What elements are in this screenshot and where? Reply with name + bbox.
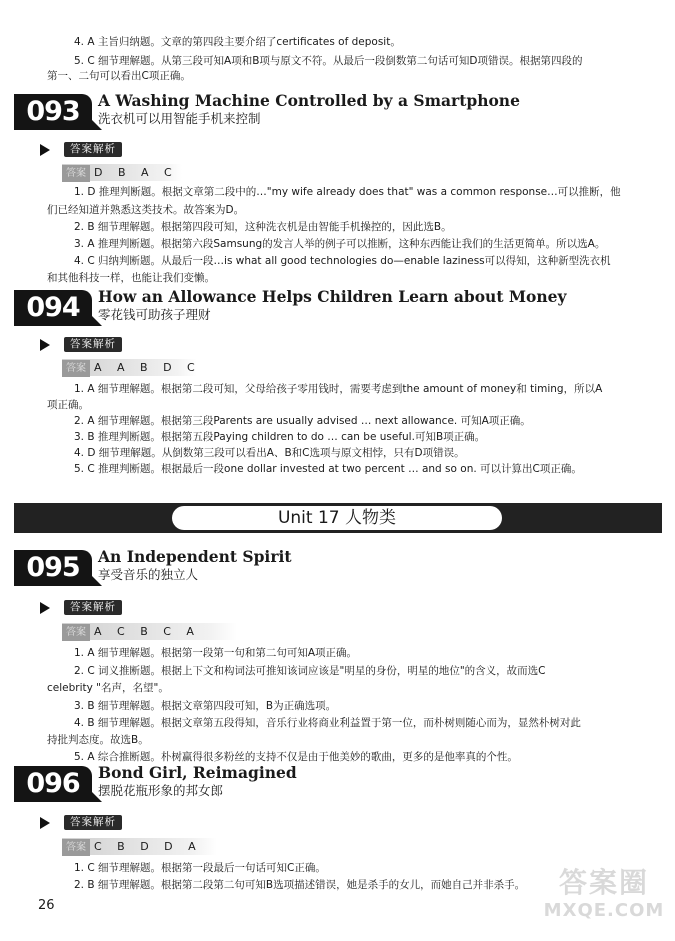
prev-line: 5. C 细节理解题。从第三段可知A项和B项与原文不符。从最后一段倒数第二句话可知D项错误。根据第四段的 <box>74 55 583 67</box>
analysis-line: 5. C 推理判断题。根据最后一段one dollar invested at two percent … and so on. 可以计算出C项正确。 <box>74 463 582 475</box>
answer-key-label: 答案 <box>62 624 90 641</box>
analysis-line: 2. A 细节理解题。根据第三段Parents are usually advised … next allowance. 可知A项正确。 <box>74 415 531 427</box>
analysis-line: 3. A 推理判断题。根据第六段Samsung的发言人举的例子可以推断，这种东西能让我们的生活更简单。所以选A。 <box>74 238 606 250</box>
answer-key-letters: A C B C A <box>94 625 200 638</box>
unit-banner <box>14 503 662 533</box>
answer-analysis-label: 答案解析 <box>64 142 122 157</box>
analysis-line: 1. C 细节理解题。根据第一段最后一句话可知C正确。 <box>74 862 326 874</box>
section-title-en: An Independent Spirit <box>98 547 292 566</box>
section-094-header <box>14 287 654 330</box>
analysis-line: 1. A 细节理解题。根据第二段可知，父母给孩子零用钱时，需要考虑到the amount of money和 timing，所以A <box>74 383 603 395</box>
section-093-header <box>14 91 654 134</box>
prev-line: 第一、二句可以看出C项正确。 <box>47 70 191 82</box>
prev-line: 4. A 主旨归纳题。文章的第四段主要介绍了certificates of deposit。 <box>74 36 401 48</box>
watermark <box>540 866 668 936</box>
analysis-line: 1. D 推理判断题。根据文章第二段中的…"my wife already does that" was a common response…可以推断，他 <box>74 186 621 198</box>
answer-key-label: 答案 <box>62 165 90 182</box>
page-number: 26 <box>38 898 55 913</box>
section-title-cn: 摆脱花瓶形象的邦女郎 <box>98 783 224 798</box>
answer-key-letters: A A B D C <box>94 361 201 374</box>
section-number: 093 <box>14 94 92 130</box>
watermark-logo-text: 答案圈 <box>558 866 649 899</box>
arrow-right-icon <box>40 817 50 829</box>
answer-analysis-label: 答案解析 <box>64 815 122 830</box>
analysis-line: celebrity "名声，名望"。 <box>47 682 169 694</box>
answer-key <box>62 623 237 640</box>
analysis-line: 项正确。 <box>47 399 89 411</box>
analysis-line: 2. B 细节理解题。根据第四段可知，这种洗衣机是由智能手机操控的，因此选B。 <box>74 221 452 233</box>
answer-key-letters: C B D D A <box>94 840 202 853</box>
section-title-cn: 洗衣机可以用智能手机来控制 <box>98 111 261 126</box>
analysis-line: 3. B 细节理解题。根据文章第四段可知，B为正确选项。 <box>74 700 337 712</box>
section-number: 095 <box>14 550 92 586</box>
answer-key <box>62 838 217 855</box>
analysis-line: 2. B 细节理解题。根据第二段第二句可知B选项描述错误，她是杀手的女儿，而她自己并非杀手。 <box>74 879 526 891</box>
watermark-url: MXQE.COM <box>543 900 665 921</box>
section-number: 094 <box>14 290 92 326</box>
analysis-line: 3. B 推理判断题。根据第五段Paying children to do … can be useful.可知B项正确。 <box>74 431 486 443</box>
analysis-line: 持批判态度。故选B。 <box>47 734 149 746</box>
analysis-line: 2. C 词义推断题。根据上下文和构词法可推知该词应该是"明星的身份，明星的地位"的含义，故而选C <box>74 665 546 677</box>
answer-key-label: 答案 <box>62 839 90 856</box>
analysis-line: 4. D 细节理解题。从倒数第三段可以看出A、B和C选项与原文相悖，只有D项错误。 <box>74 447 465 459</box>
section-title-cn: 零花钱可助孩子理财 <box>98 307 211 322</box>
analysis-line: 4. C 归纳判断题。从最后一段…is what all good technologies do—enable laziness可以得知，这种新型洗衣机 <box>74 255 611 267</box>
analysis-line: 和其他科技一样，也能让我们变懒。 <box>47 272 215 284</box>
unit-title: Unit 17 人物类 <box>172 506 502 530</box>
answer-key <box>62 359 201 376</box>
section-title-cn: 享受音乐的独立人 <box>98 567 199 582</box>
analysis-line: 5. A 综合推断题。朴树赢得很多粉丝的支持不仅是由于他美妙的歌曲，更多的是他率真的个性。 <box>74 751 518 763</box>
answer-key-label: 答案 <box>62 360 90 377</box>
arrow-right-icon <box>40 602 50 614</box>
section-095-header <box>14 547 654 590</box>
arrow-right-icon <box>40 144 50 156</box>
analysis-line: 1. A 细节理解题。根据第一段第一句和第二句可知A项正确。 <box>74 647 358 659</box>
analysis-line: 们已经知道并熟悉这类技术。故答案为D。 <box>47 204 245 216</box>
answer-key <box>62 164 182 181</box>
section-number: 096 <box>14 766 92 802</box>
section-title-en: A Washing Machine Controlled by a Smartphone <box>98 91 520 110</box>
section-title-en: Bond Girl, Reimagined <box>98 763 297 782</box>
answer-analysis-label: 答案解析 <box>64 337 122 352</box>
analysis-line: 4. B 细节理解题。根据文章第五段得知，音乐行业将商业利益置于第一位，而朴树则随心而为，显然朴树对此 <box>74 717 581 729</box>
answer-key-letters: D B A C <box>94 166 178 179</box>
arrow-right-icon <box>40 339 50 351</box>
answer-analysis-label: 答案解析 <box>64 600 122 615</box>
section-096-header <box>14 763 654 806</box>
section-title-en: How an Allowance Helps Children Learn about Money <box>98 287 567 306</box>
